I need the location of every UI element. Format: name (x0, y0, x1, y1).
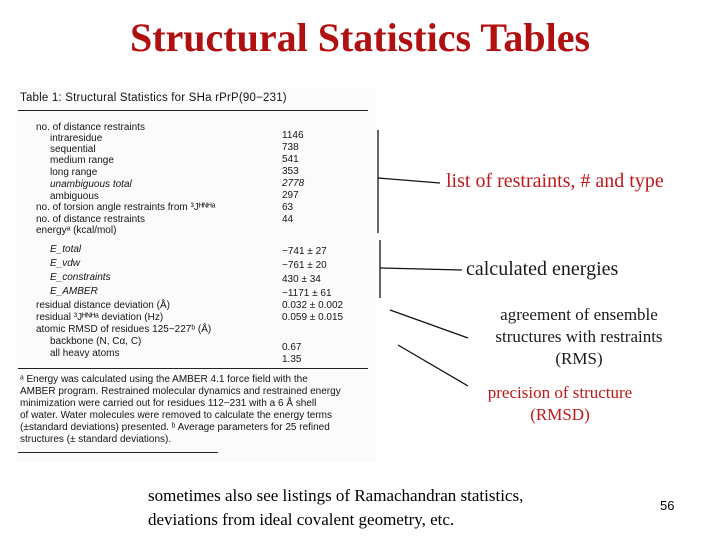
table-footnote-line: structures (± standard deviations). (20, 434, 172, 445)
table-row-value: 2778 (282, 178, 305, 189)
table-row-value: 1146 (282, 130, 304, 141)
table-footnote-line: of water. Water molecules were removed to calculate the energy terms (20, 410, 332, 421)
table-row-label: E_total (50, 244, 82, 255)
table-row-value: −1171 ± 61 (282, 288, 332, 299)
table-row-label: no. of torsion angle restraints from ³Jᴴᴺᴴᵃ (36, 202, 216, 213)
page-number: 56 (660, 498, 675, 513)
table-row-label: residual distance deviation (Å) (36, 300, 170, 311)
table-row-label: atomic RMSD of residues 125−227ᵇ (Å) (36, 324, 212, 335)
table-row-value: 0.032 ± 0.002 (282, 300, 344, 311)
table-footnote-line: (±standard deviations) presented. ᵇ Average parameters for 25 refined (20, 422, 330, 433)
table-row-label: sequential (50, 144, 96, 155)
energies-callout-line (380, 268, 462, 270)
table-row-label: E_AMBER (50, 286, 98, 297)
slide-title: Structural Statistics Tables (129, 15, 591, 60)
agreement-line: agreement of ensemble (500, 305, 658, 324)
agreement-annotation (472, 304, 686, 370)
table-row-label: all heavy atoms (50, 348, 120, 359)
table-row-value: 0.059 ± 0.015 (282, 312, 344, 323)
table-row-label: unambiguous total (50, 179, 132, 190)
table-footnote-line: AMBER program. Restrained molecular dynamics and restrained energy (20, 386, 341, 397)
table-row-value: 1.35 (282, 354, 302, 365)
table-row-value: 738 (282, 142, 299, 153)
table-row-label: E_constraints (50, 272, 111, 283)
precision-annotation (470, 382, 650, 426)
bottom-note-line: deviations from ideal covalent geometry, etc. (148, 510, 455, 529)
table-row-label: residual ³Jᴴᴺᴴᵃ deviation (Hz) (36, 312, 164, 323)
table-row-value: 0.67 (282, 342, 302, 353)
table-row-value: −761 ± 20 (282, 260, 327, 271)
table-row-label: no. of distance restraints (36, 122, 145, 133)
table-row-label: medium range (50, 155, 114, 166)
table-row-value: 353 (282, 166, 299, 177)
energies-annotation: calculated energies (466, 258, 619, 280)
restraints-callout-line (378, 178, 440, 183)
bottom-note-line: sometimes also see listings of Ramachandran statistics, (148, 486, 524, 505)
table-row-value: 63 (282, 202, 294, 213)
table-caption: Table 1: Structural Statistics for SHa rPrP(90−231) (20, 92, 287, 104)
table-row-value: 297 (282, 190, 299, 201)
table-row-label: energyᵃ (kcal/mol) (36, 225, 117, 236)
table-row-label: ambiguous (50, 191, 99, 202)
precision-line: precision of structure (487, 383, 633, 402)
table-row-label: backbone (N, Cα, C) (50, 336, 142, 347)
table-row-label: intraresidue (50, 133, 103, 144)
table-row-value: 44 (282, 214, 294, 225)
precision-line: (RMSD) (530, 405, 590, 424)
restraints-annotation: list of restraints, # and type (446, 170, 664, 192)
table-footnote-line: ᵃ Energy was calculated using the AMBER 4.1 force field with the (20, 374, 308, 385)
table-footnote-line: minimization were carried out for residues 112−231 with a 6 Å shell (20, 398, 317, 409)
precision-callout-line (398, 345, 468, 386)
table-row-value: 541 (282, 154, 299, 165)
table-row-value: 430 ± 34 (282, 274, 321, 285)
bottom-note (148, 484, 523, 532)
agreement-line: (RMS) (555, 349, 603, 368)
agreement-callout-line (390, 310, 468, 338)
table-row-label: E_vdw (50, 258, 81, 269)
table-row-label: no. of distance restraints (36, 214, 145, 225)
table-row-label: long range (50, 167, 98, 178)
agreement-line: structures with restraints (495, 327, 663, 346)
table-row-value: −741 ± 27 (282, 246, 327, 257)
